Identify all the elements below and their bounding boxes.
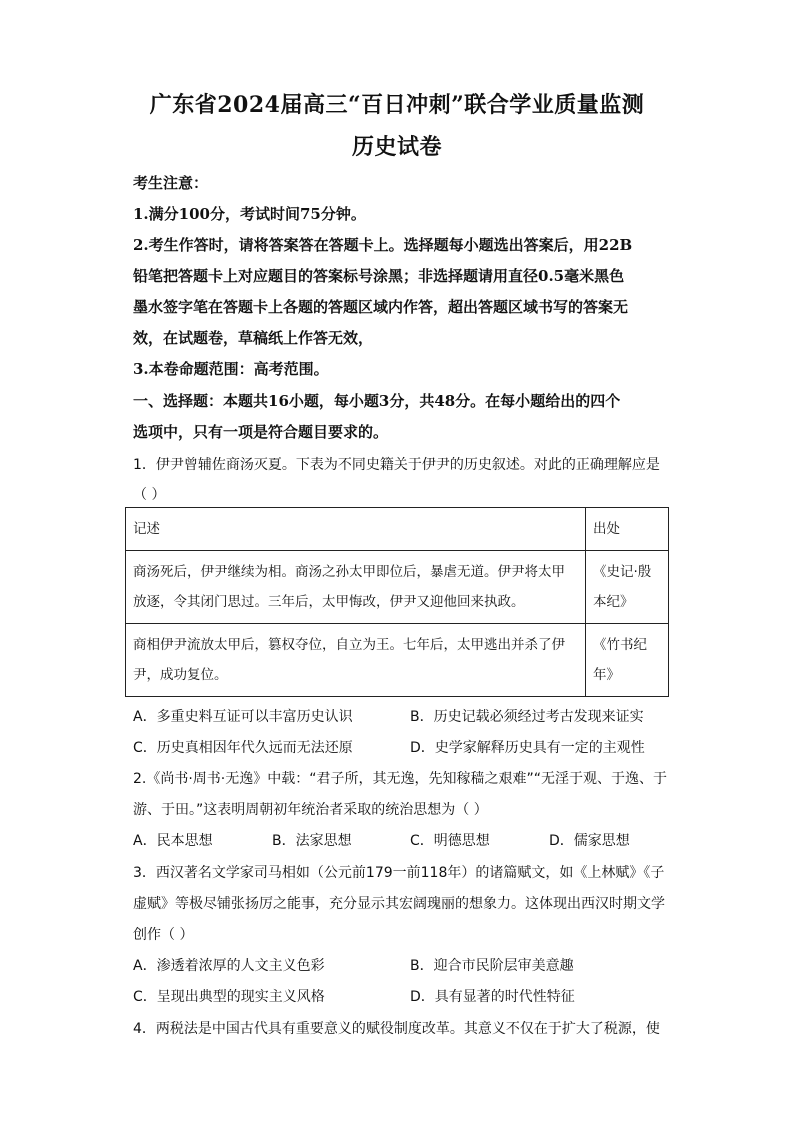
table-cell-source: 《史记·殷本纪》: [586, 551, 669, 624]
notice-heading: 考生注意：: [133, 174, 209, 192]
q2-stem-a: 2.《尚书·周书·无逸》中载：“君子所，其无逸，先知稼穑之艰难”“无淫于观、于逸、于: [133, 771, 668, 787]
table-row: [126, 624, 669, 697]
q3-stem-b: 虚赋》等极尽铺张扬厉之能事，充分显示其宏阔瑰丽的想象力。这体现出西汉时期文学: [133, 896, 665, 912]
q3-stem-a: 3．西汉著名文学家司马相如（公元前179一前118年）的诸篇赋文，如《上林赋》《子: [133, 865, 665, 881]
notice-line-2d: 效，在试题卷，草稿纸上作答无效，: [133, 329, 374, 347]
q2-option-d: D．儒家思想: [549, 833, 630, 849]
exam-title: 广东省2024届高三“百日冲刺”联合学业质量监测: [149, 92, 645, 118]
q3-option-a: A．渗透着浓厚的人文主义色彩: [133, 958, 325, 974]
q1-stem-b: （ ）: [133, 487, 166, 503]
table-row: [126, 551, 669, 624]
table-header-row: [126, 508, 669, 551]
q1-source-table: [125, 507, 669, 697]
q1-stem-a: 1．伊尹曾辅佐商汤灭夏。下表为不同史籍关于伊尹的历史叙述。对此的正确理解应是: [133, 457, 660, 473]
notice-line-1: 1.满分100分，考试时间75分钟。: [133, 205, 366, 223]
q2-option-c: C．明德思想: [410, 833, 490, 849]
q2-option-a: A．民本思想: [133, 833, 213, 849]
q1-option-d: D．史学家解释历史具有一定的主观性: [410, 740, 645, 756]
notice-line-2c: 墨水签字笔在答题卡上各题的答题区域内作答，超出答题区域书写的答案无: [133, 298, 629, 316]
table-header-source: 出处: [586, 508, 669, 551]
section-1-line-a: 一、选择题：本题共16小题，每小题3分，共48分。在每小题给出的四个: [133, 392, 621, 410]
section-1-line-b: 选项中，只有一项是符合题目要求的。: [133, 423, 389, 441]
q1-option-c: C．历史真相因年代久远而无法还原: [133, 740, 353, 756]
q3-stem-c: 创作（ ）: [133, 927, 194, 943]
q4-stem-a: 4．两税法是中国古代具有重要意义的赋役制度改革。其意义不仅在于扩大了税源，使: [133, 1021, 660, 1037]
notice-line-3: 3.本卷命题范围：高考范围。: [133, 360, 329, 378]
table-cell-record: 商汤死后，伊尹继续为相。商汤之孙太甲即位后，暴虐无道。伊尹将太甲放逐，令其闭门思过。三年后，太甲悔改，伊尹又迎他回来执政。: [126, 551, 586, 624]
notice-line-2b: 铅笔把答题卡上对应题目的答案标号涂黑；非选择题请用直径0.5毫米黑色: [133, 267, 625, 285]
q3-option-c: C．呈现出典型的现实主义风格: [133, 989, 325, 1005]
exam-subtitle: 历史试卷: [351, 134, 442, 160]
q3-option-b: B．迎合市民阶层审美意趣: [410, 958, 574, 974]
table-cell-source: 《竹书纪年》: [586, 624, 669, 697]
table-cell-record: 商相伊尹流放太甲后，篡权夺位，自立为王。七年后，太甲逃出并杀了伊尹，成功复位。: [126, 624, 586, 697]
q1-option-b: B．历史记载必须经过考古发现来证实: [410, 709, 644, 725]
q3-option-d: D．具有显著的时代性特征: [410, 989, 575, 1005]
q1-option-a: A．多重史料互证可以丰富历史认识: [133, 709, 353, 725]
q2-option-b: B．法家思想: [272, 833, 352, 849]
notice-line-2a: 2.考生作答时，请将答案答在答题卡上。选择题每小题选出答案后，用22B: [133, 236, 633, 254]
table-header-record: 记述: [126, 508, 586, 551]
q2-stem-b: 游、于田。”这表明周朝初年统治者采取的统治思想为（ ）: [133, 802, 488, 818]
